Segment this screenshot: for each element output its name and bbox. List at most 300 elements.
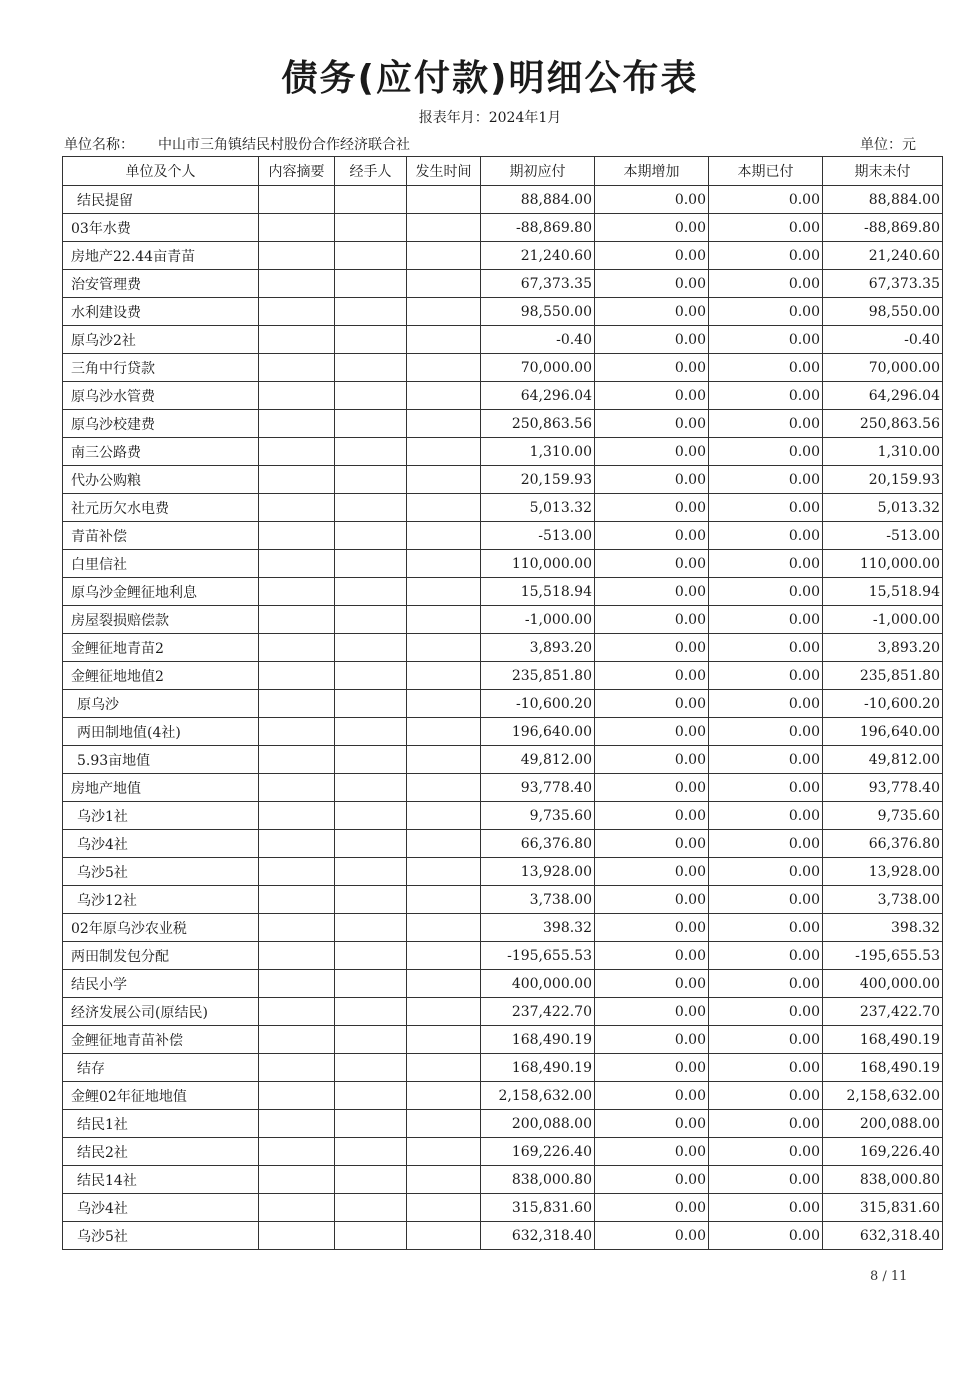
table-row (63, 1138, 943, 1166)
cell-opening: 5,013.32 (481, 494, 595, 522)
cell-date (407, 382, 481, 410)
cell-handler (335, 466, 407, 494)
cell-closing: 250,863.56 (823, 410, 943, 438)
table-row (63, 270, 943, 298)
cell-handler (335, 914, 407, 942)
cell-date (407, 998, 481, 1026)
table-row (63, 858, 943, 886)
cell-summary (259, 830, 335, 858)
cell-party: 南三公路费 (63, 438, 259, 466)
cell-closing: -513.00 (823, 522, 943, 550)
cell-opening: 400,000.00 (481, 970, 595, 998)
table-header-row (63, 157, 943, 186)
cell-opening: 398.32 (481, 914, 595, 942)
cell-date (407, 522, 481, 550)
cell-date (407, 550, 481, 578)
cell-increase: 0.00 (595, 298, 709, 326)
table-row (63, 186, 943, 214)
cell-date (407, 606, 481, 634)
cell-paid: 0.00 (709, 998, 823, 1026)
cell-paid: 0.00 (709, 606, 823, 634)
cell-date (407, 186, 481, 214)
cell-increase: 0.00 (595, 970, 709, 998)
cell-paid: 0.00 (709, 690, 823, 718)
cell-party: 白里信社 (63, 550, 259, 578)
cell-date (407, 410, 481, 438)
cell-party: 治安管理费 (63, 270, 259, 298)
cell-party: 原乌沙2社 (63, 326, 259, 354)
cell-opening: -513.00 (481, 522, 595, 550)
cell-summary (259, 1026, 335, 1054)
cell-handler (335, 326, 407, 354)
cell-closing: 49,812.00 (823, 746, 943, 774)
cell-opening: 237,422.70 (481, 998, 595, 1026)
cell-date (407, 1082, 481, 1110)
cell-increase: 0.00 (595, 270, 709, 298)
cell-summary (259, 662, 335, 690)
cell-handler (335, 298, 407, 326)
cell-opening: 169,226.40 (481, 1138, 595, 1166)
cell-closing: 110,000.00 (823, 550, 943, 578)
cell-date (407, 298, 481, 326)
cell-summary (259, 634, 335, 662)
table-row (63, 466, 943, 494)
cell-increase: 0.00 (595, 914, 709, 942)
table-row (63, 550, 943, 578)
cell-increase: 0.00 (595, 858, 709, 886)
report-period: 报表年月：2024年1月 (418, 110, 562, 126)
cell-handler (335, 606, 407, 634)
cell-summary (259, 214, 335, 242)
cell-handler (335, 270, 407, 298)
cell-closing: 20,159.93 (823, 466, 943, 494)
cell-paid: 0.00 (709, 1138, 823, 1166)
cell-handler (335, 1166, 407, 1194)
table-row (63, 242, 943, 270)
cell-paid: 0.00 (709, 774, 823, 802)
cell-party: 社元历欠水电费 (63, 494, 259, 522)
cell-paid: 0.00 (709, 494, 823, 522)
header-paid: 本期已付 (709, 157, 823, 186)
cell-paid: 0.00 (709, 718, 823, 746)
cell-party: 两田制地值(4社) (63, 718, 259, 746)
cell-increase: 0.00 (595, 774, 709, 802)
cell-party: 金鲤02年征地地值 (63, 1082, 259, 1110)
cell-summary (259, 606, 335, 634)
cell-paid: 0.00 (709, 746, 823, 774)
cell-date (407, 858, 481, 886)
cell-closing: -1,000.00 (823, 606, 943, 634)
cell-closing: 235,851.80 (823, 662, 943, 690)
cell-date (407, 662, 481, 690)
cell-party: 两田制发包分配 (63, 942, 259, 970)
cell-party: 乌沙5社 (63, 858, 259, 886)
cell-date (407, 690, 481, 718)
cell-summary (259, 1082, 335, 1110)
cell-party: 结存 (63, 1054, 259, 1082)
cell-closing: 3,738.00 (823, 886, 943, 914)
cell-date (407, 354, 481, 382)
cell-handler (335, 1054, 407, 1082)
table-row (63, 494, 943, 522)
cell-summary (259, 942, 335, 970)
cell-date (407, 1222, 481, 1250)
cell-summary (259, 326, 335, 354)
cell-date (407, 466, 481, 494)
cell-handler (335, 634, 407, 662)
cell-closing: 21,240.60 (823, 242, 943, 270)
cell-party: 02年原乌沙农业税 (63, 914, 259, 942)
cell-party: 水利建设费 (63, 298, 259, 326)
table-row (63, 1026, 943, 1054)
cell-party: 三角中行贷款 (63, 354, 259, 382)
cell-handler (335, 970, 407, 998)
cell-opening: 168,490.19 (481, 1026, 595, 1054)
table-row (63, 298, 943, 326)
table-row (63, 354, 943, 382)
cell-closing: 398.32 (823, 914, 943, 942)
cell-increase: 0.00 (595, 550, 709, 578)
cell-date (407, 1138, 481, 1166)
cell-handler (335, 550, 407, 578)
cell-increase: 0.00 (595, 466, 709, 494)
cell-summary (259, 522, 335, 550)
cell-handler (335, 578, 407, 606)
cell-handler (335, 830, 407, 858)
cell-party: 结民1社 (63, 1110, 259, 1138)
cell-paid: 0.00 (709, 186, 823, 214)
cell-increase: 0.00 (595, 494, 709, 522)
cell-party: 原乌沙水管费 (63, 382, 259, 410)
cell-handler (335, 1222, 407, 1250)
cell-summary (259, 494, 335, 522)
cell-closing: 168,490.19 (823, 1026, 943, 1054)
cell-opening: 1,310.00 (481, 438, 595, 466)
cell-paid: 0.00 (709, 662, 823, 690)
cell-closing: -195,655.53 (823, 942, 943, 970)
cell-summary (259, 382, 335, 410)
cell-summary (259, 746, 335, 774)
cell-party: 5.93亩地值 (63, 746, 259, 774)
cell-handler (335, 1138, 407, 1166)
cell-party: 原乌沙金鲤征地利息 (63, 578, 259, 606)
cell-closing: 5,013.32 (823, 494, 943, 522)
cell-increase: 0.00 (595, 886, 709, 914)
cell-summary (259, 186, 335, 214)
cell-party: 金鲤征地地值2 (63, 662, 259, 690)
cell-closing: 315,831.60 (823, 1194, 943, 1222)
cell-opening: 49,812.00 (481, 746, 595, 774)
cell-party: 青苗补偿 (63, 522, 259, 550)
cell-increase: 0.00 (595, 522, 709, 550)
cell-closing: 13,928.00 (823, 858, 943, 886)
cell-paid: 0.00 (709, 410, 823, 438)
cell-opening: 235,851.80 (481, 662, 595, 690)
cell-increase: 0.00 (595, 690, 709, 718)
cell-increase: 0.00 (595, 1166, 709, 1194)
cell-increase: 0.00 (595, 410, 709, 438)
cell-handler (335, 802, 407, 830)
cell-handler (335, 746, 407, 774)
cell-increase: 0.00 (595, 242, 709, 270)
cell-summary (259, 1138, 335, 1166)
cell-date (407, 494, 481, 522)
cell-closing: 196,640.00 (823, 718, 943, 746)
cell-party: 乌沙12社 (63, 886, 259, 914)
table-row (63, 326, 943, 354)
cell-handler (335, 886, 407, 914)
cell-summary (259, 970, 335, 998)
cell-paid: 0.00 (709, 578, 823, 606)
cell-handler (335, 1194, 407, 1222)
table-row (63, 1166, 943, 1194)
cell-increase: 0.00 (595, 718, 709, 746)
cell-paid: 0.00 (709, 466, 823, 494)
table-row (63, 998, 943, 1026)
cell-party: 金鲤征地青苗2 (63, 634, 259, 662)
table-row (63, 1222, 943, 1250)
cell-increase: 0.00 (595, 186, 709, 214)
cell-handler (335, 998, 407, 1026)
table-row (63, 522, 943, 550)
cell-summary (259, 466, 335, 494)
cell-date (407, 914, 481, 942)
cell-closing: 168,490.19 (823, 1054, 943, 1082)
cell-increase: 0.00 (595, 830, 709, 858)
cell-summary (259, 242, 335, 270)
cell-opening: 9,735.60 (481, 802, 595, 830)
cell-summary (259, 1194, 335, 1222)
cell-paid: 0.00 (709, 830, 823, 858)
cell-opening: 315,831.60 (481, 1194, 595, 1222)
cell-closing: 64,296.04 (823, 382, 943, 410)
cell-paid: 0.00 (709, 914, 823, 942)
unit-name-line (64, 134, 410, 154)
table-row (63, 886, 943, 914)
cell-party: 经济发展公司(原结民) (63, 998, 259, 1026)
cell-summary (259, 886, 335, 914)
cell-closing: -0.40 (823, 326, 943, 354)
cell-handler (335, 438, 407, 466)
cell-increase: 0.00 (595, 214, 709, 242)
cell-party: 乌沙5社 (63, 1222, 259, 1250)
cell-increase: 0.00 (595, 578, 709, 606)
table-row (63, 774, 943, 802)
cell-party: 原乌沙 (63, 690, 259, 718)
cell-opening: 13,928.00 (481, 858, 595, 886)
cell-increase: 0.00 (595, 1082, 709, 1110)
cell-summary (259, 1222, 335, 1250)
cell-summary (259, 774, 335, 802)
cell-paid: 0.00 (709, 886, 823, 914)
cell-paid: 0.00 (709, 214, 823, 242)
table-row (63, 914, 943, 942)
cell-closing: 15,518.94 (823, 578, 943, 606)
cell-date (407, 718, 481, 746)
cell-party: 乌沙1社 (63, 802, 259, 830)
cell-increase: 0.00 (595, 1222, 709, 1250)
cell-opening: 21,240.60 (481, 242, 595, 270)
cell-handler (335, 214, 407, 242)
table-row (63, 1054, 943, 1082)
cell-increase: 0.00 (595, 634, 709, 662)
cell-opening: 196,640.00 (481, 718, 595, 746)
cell-summary (259, 1166, 335, 1194)
cell-opening: 632,318.40 (481, 1222, 595, 1250)
cell-paid: 0.00 (709, 298, 823, 326)
cell-opening: 20,159.93 (481, 466, 595, 494)
cell-opening: 88,884.00 (481, 186, 595, 214)
cell-party: 房屋裂损赔偿款 (63, 606, 259, 634)
cell-paid: 0.00 (709, 1222, 823, 1250)
table-row (63, 746, 943, 774)
cell-opening: 200,088.00 (481, 1110, 595, 1138)
cell-party: 乌沙4社 (63, 1194, 259, 1222)
table-row (63, 606, 943, 634)
cell-summary (259, 270, 335, 298)
cell-increase: 0.00 (595, 1110, 709, 1138)
cell-opening: 98,550.00 (481, 298, 595, 326)
cell-date (407, 970, 481, 998)
cell-date (407, 1054, 481, 1082)
cell-increase: 0.00 (595, 1026, 709, 1054)
cell-date (407, 634, 481, 662)
table-row (63, 382, 943, 410)
cell-closing: 98,550.00 (823, 298, 943, 326)
cell-increase: 0.00 (595, 1138, 709, 1166)
cell-handler (335, 354, 407, 382)
cell-party: 房地产22.44亩青苗 (63, 242, 259, 270)
cell-summary (259, 298, 335, 326)
cell-paid: 0.00 (709, 382, 823, 410)
cell-increase: 0.00 (595, 354, 709, 382)
cell-opening: 168,490.19 (481, 1054, 595, 1082)
cell-party: 代办公购粮 (63, 466, 259, 494)
cell-handler (335, 410, 407, 438)
cell-date (407, 326, 481, 354)
header-opening: 期初应付 (481, 157, 595, 186)
table-row (63, 1110, 943, 1138)
cell-closing: -10,600.20 (823, 690, 943, 718)
cell-date (407, 942, 481, 970)
cell-handler (335, 690, 407, 718)
cell-paid: 0.00 (709, 802, 823, 830)
table-row (63, 662, 943, 690)
cell-date (407, 774, 481, 802)
cell-opening: -1,000.00 (481, 606, 595, 634)
cell-increase: 0.00 (595, 802, 709, 830)
cell-handler (335, 718, 407, 746)
table-row (63, 438, 943, 466)
cell-summary (259, 354, 335, 382)
cell-closing: 838,000.80 (823, 1166, 943, 1194)
cell-handler (335, 186, 407, 214)
table-row (63, 718, 943, 746)
cell-handler (335, 942, 407, 970)
cell-summary (259, 718, 335, 746)
table-row (63, 830, 943, 858)
cell-date (407, 578, 481, 606)
cell-opening: 67,373.35 (481, 270, 595, 298)
cell-closing: 1,310.00 (823, 438, 943, 466)
header-party: 单位及个人 (63, 157, 259, 186)
cell-party: 结民小学 (63, 970, 259, 998)
cell-opening: 250,863.56 (481, 410, 595, 438)
cell-closing: 632,318.40 (823, 1222, 943, 1250)
cell-handler (335, 1110, 407, 1138)
cell-handler (335, 858, 407, 886)
cell-paid: 0.00 (709, 354, 823, 382)
header-summary: 内容摘要 (259, 157, 335, 186)
cell-increase: 0.00 (595, 662, 709, 690)
cell-closing: 70,000.00 (823, 354, 943, 382)
cell-paid: 0.00 (709, 970, 823, 998)
cell-date (407, 1026, 481, 1054)
cell-date (407, 886, 481, 914)
cell-paid: 0.00 (709, 270, 823, 298)
cell-closing: 2,158,632.00 (823, 1082, 943, 1110)
cell-party: 结民14社 (63, 1166, 259, 1194)
cell-increase: 0.00 (595, 746, 709, 774)
cell-paid: 0.00 (709, 1026, 823, 1054)
cell-party: 房地产地值 (63, 774, 259, 802)
cell-date (407, 214, 481, 242)
cell-party: 原乌沙校建费 (63, 410, 259, 438)
cell-opening: 838,000.80 (481, 1166, 595, 1194)
cell-summary (259, 578, 335, 606)
cell-date (407, 438, 481, 466)
cell-party: 03年水费 (63, 214, 259, 242)
cell-summary (259, 690, 335, 718)
cell-opening: -10,600.20 (481, 690, 595, 718)
cell-handler (335, 774, 407, 802)
cell-summary (259, 1054, 335, 1082)
cell-handler (335, 1026, 407, 1054)
table-row (63, 690, 943, 718)
cell-party: 金鲤征地青苗补偿 (63, 1026, 259, 1054)
cell-closing: -88,869.80 (823, 214, 943, 242)
cell-summary (259, 998, 335, 1026)
cell-increase: 0.00 (595, 942, 709, 970)
cell-increase: 0.00 (595, 606, 709, 634)
page-number: 8 / 11 (870, 1269, 908, 1284)
cell-summary (259, 438, 335, 466)
cell-date (407, 270, 481, 298)
page-title: 债务(应付款)明细公布表 (281, 58, 699, 99)
table-row (63, 970, 943, 998)
cell-date (407, 1110, 481, 1138)
cell-opening: 15,518.94 (481, 578, 595, 606)
cell-closing: 93,778.40 (823, 774, 943, 802)
currency-unit: 单位：元 (860, 137, 916, 153)
cell-date (407, 830, 481, 858)
cell-date (407, 242, 481, 270)
cell-date (407, 1194, 481, 1222)
header-closing: 期末未付 (823, 157, 943, 186)
cell-handler (335, 382, 407, 410)
table-row (63, 942, 943, 970)
cell-handler (335, 662, 407, 690)
table-row (63, 1082, 943, 1110)
cell-opening: 64,296.04 (481, 382, 595, 410)
unit-name: 中山市三角镇结民村股份合作经济联合社 (158, 137, 410, 153)
cell-paid: 0.00 (709, 1194, 823, 1222)
cell-closing: 9,735.60 (823, 802, 943, 830)
cell-paid: 0.00 (709, 1054, 823, 1082)
cell-party: 乌沙4社 (63, 830, 259, 858)
cell-opening: 3,738.00 (481, 886, 595, 914)
table-row (63, 410, 943, 438)
